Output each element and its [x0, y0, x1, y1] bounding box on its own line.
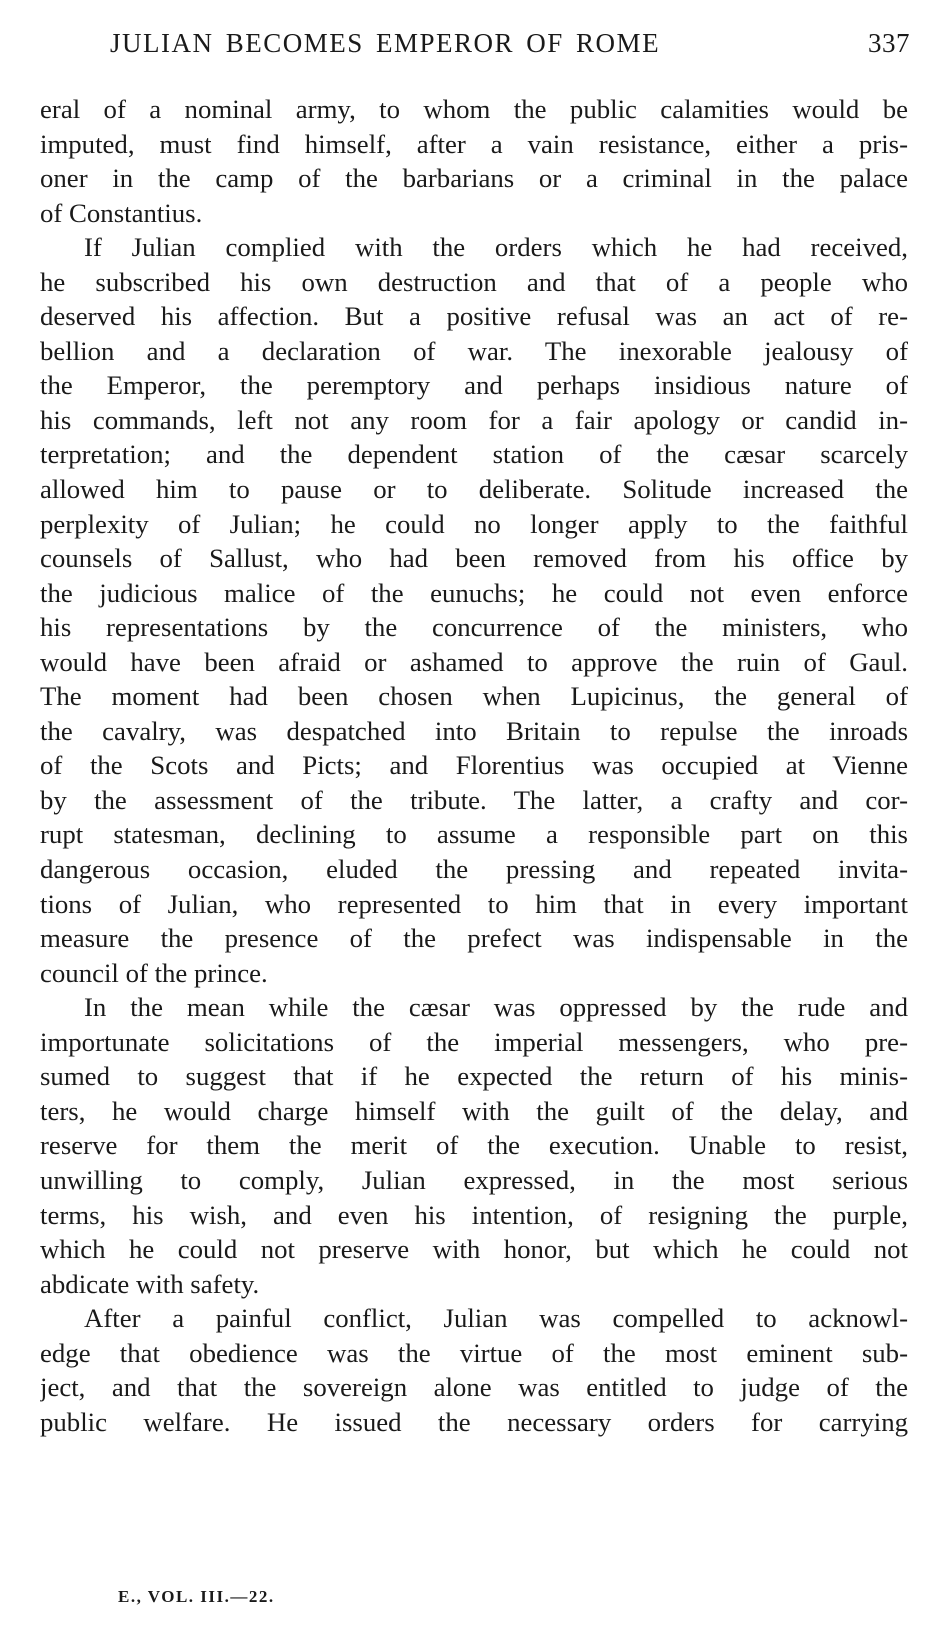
text-line: terpretation; and the dependent station of the cæsar scarcely — [40, 439, 908, 470]
text-line: the cavalry, was despatched into Britain to repulse the inroads — [40, 715, 908, 746]
text-line: eral of a nominal army, to whom the public calamities would be — [40, 94, 908, 124]
text-line: terms, his wish, and even his intention, of resigning the purple, — [40, 1199, 908, 1230]
text-line: would have been afraid or ashamed to approve the ruin of Gaul. — [40, 646, 908, 677]
text-line: which he could not preserve with honor, but which he could not — [40, 1234, 908, 1265]
text-line: allowed him to pause or to deliberate. Solitude increased the — [40, 474, 908, 505]
text-line: council of the prince. — [40, 957, 268, 988]
text-line: In the mean while the cæsar was oppressed by the rude and — [84, 992, 908, 1023]
text-line: After a painful conflict, Julian was compelled to acknowl- — [84, 1303, 908, 1334]
text-line: imputed, must find himself, after a vain resistance, either a pris- — [40, 128, 908, 159]
text-line: The moment had been chosen when Lupicinus, the general of — [40, 681, 908, 712]
text-line: reserve for them the merit of the execution. Unable to resist, — [40, 1130, 908, 1161]
text-line: abdicate with safety. — [40, 1268, 260, 1299]
paragraph — [40, 990, 908, 1301]
text-line: unwilling to comply, Julian expressed, in the most serious — [40, 1164, 908, 1195]
page-number: 337 — [868, 28, 910, 58]
text-line: edge that obedience was the virtue of the most eminent sub- — [40, 1337, 908, 1368]
body-text — [40, 92, 908, 1439]
text-line: tions of Julian, who represented to him that in every important — [40, 888, 908, 919]
text-line: his representations by the concurrence of the ministers, who — [40, 612, 908, 643]
text-line: perplexity of Julian; he could no longer apply to the faithful — [40, 508, 908, 539]
text-line: importunate solicitations of the imperial messengers, who pre- — [40, 1026, 908, 1057]
text-line: the judicious malice of the eunuchs; he could not even enforce — [40, 577, 908, 608]
text-line: bellion and a declaration of war. The inexorable jealousy of — [40, 335, 908, 366]
running-head — [110, 28, 910, 68]
footer-signature: E., VOL. III.—22. — [118, 1587, 275, 1606]
text-line: deserved his affection. But a positive refusal was an act of re- — [40, 301, 908, 332]
text-line: ject, and that the sovereign alone was entitled to judge of the — [40, 1372, 908, 1403]
text-line: dangerous occasion, eluded the pressing and repeated invita- — [40, 854, 908, 885]
text-line: his commands, left not any room for a fair apology or candid in- — [40, 404, 908, 435]
text-line: by the assessment of the tribute. The latter, a crafty and cor- — [40, 784, 908, 815]
paragraph — [40, 92, 908, 230]
text-line: sumed to suggest that if he expected the return of his minis- — [40, 1061, 908, 1092]
text-line: measure the presence of the prefect was indispensable in the — [40, 923, 908, 954]
text-line: rupt statesman, declining to assume a responsible part on this — [40, 819, 908, 850]
text-line: ters, he would charge himself with the guilt of the delay, and — [40, 1095, 908, 1126]
text-line: of the Scots and Picts; and Florentius was occupied at Vienne — [40, 750, 908, 781]
text-line: of Constantius. — [40, 197, 203, 228]
text-line: If Julian complied with the orders which he had received, — [84, 232, 908, 263]
paragraph — [40, 230, 908, 990]
running-title: JULIAN BECOMES EMPEROR OF ROME — [110, 28, 661, 58]
paragraph — [40, 1301, 908, 1439]
text-line: oner in the camp of the barbarians or a criminal in the palace — [40, 163, 908, 194]
text-line: public welfare. He issued the necessary orders for carrying — [40, 1406, 908, 1437]
text-line: counsels of Sallust, who had been removed from his office by — [40, 543, 908, 574]
text-line: the Emperor, the peremptory and perhaps insidious nature of — [40, 370, 908, 401]
text-line: he subscribed his own destruction and that of a people who — [40, 266, 908, 297]
